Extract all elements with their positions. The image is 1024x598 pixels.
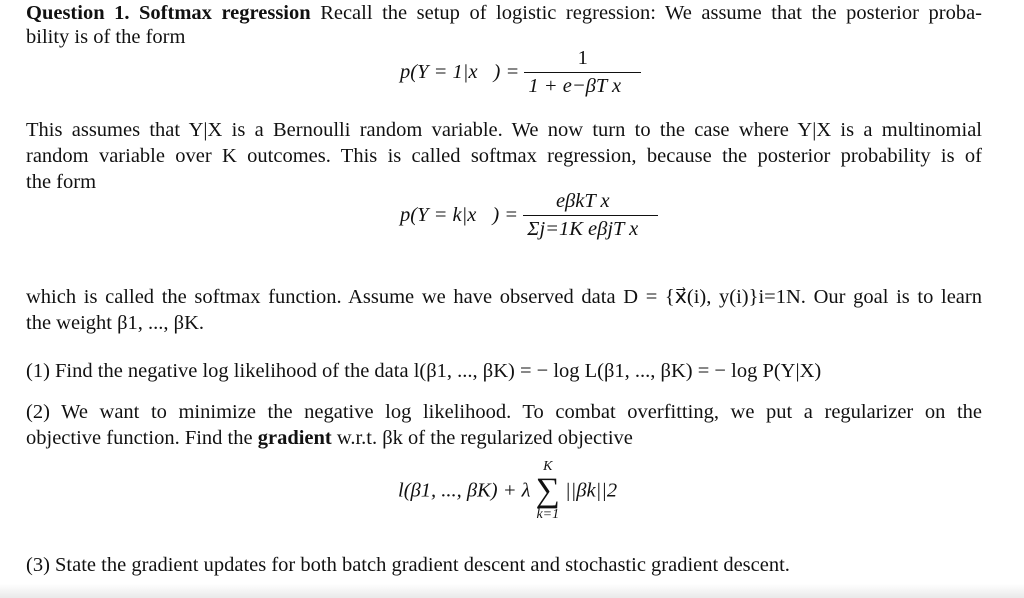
question-topic: Softmax regression [139,2,311,24]
equation-regularized-term: ||βk||2 [565,479,618,502]
question-heading: Question 1. [26,2,130,24]
part-2-line-2 [26,425,982,451]
equation-softmax [400,190,658,241]
summation [536,460,560,522]
para3-line-1: which is called the softmax function. Assume we have observed data D = {x⃗(i), y(i)}i=1N. Our goal is to learn [26,286,982,308]
question-intro-line-2: bility is of the form [26,26,186,48]
para2-line-2: random variable over K outcomes. This is called softmax regression, because the posterior probability is of [26,145,982,167]
part-2-line-2-post: w.r.t. βk of the regularized objective [336,427,633,449]
equation-softmax-denominator: Σj=1K eβjT x⃗ [523,215,658,241]
equation-regularized [398,460,617,522]
para2-line-3: the form [26,171,97,193]
part-2-gradient-bold: gradient [257,427,332,449]
summation-upper-limit: K [543,459,553,474]
equation-logistic-numerator: 1 [577,47,588,69]
equation-softmax-numerator: eβkT x⃗ [555,190,626,212]
equation-softmax-fraction [523,190,658,241]
equation-logistic-denominator: 1 + e−βT x⃗ [524,72,641,98]
equation-logistic-lhs: p(Y = 1|x⃗) = [400,61,520,83]
equation-logistic-fraction [524,47,641,98]
para3-line-2: the weight β1, ..., βK. [26,312,205,334]
summation-lower-limit: k=1 [536,507,560,522]
question-intro-text: Recall the setup of logistic regression: We assume that the posterior proba- [320,2,982,24]
summation-sigma-icon: ∑ [535,472,560,509]
part-1-text: (1) Find the negative log likelihood of the data l(β1, ..., βK) = − log L(β1, ..., βK) = − log P(Y|X) [26,360,822,382]
equation-regularized-lhs: l(β1, ..., βK) + λ [398,479,531,502]
equation-softmax-lhs: p(Y = k|x⃗) = [400,204,519,226]
equation-logistic [400,47,641,98]
para2-line-1: This assumes that Y|X is a Bernoulli random variable. We now turn to the case where Y|X is a multinomial [26,119,982,141]
bottom-edge-shadow [0,584,1024,598]
question-intro-line-1 [26,0,982,26]
part-2-line-1: (2) We want to minimize the negative log likelihood. To combat overfitting, we put a regularizer on the [26,401,982,423]
part-2-line-2-pre: objective function. Find the [26,427,253,449]
part-3-text: (3) State the gradient updates for both batch gradient descent and stochastic gradient descent. [26,554,790,576]
